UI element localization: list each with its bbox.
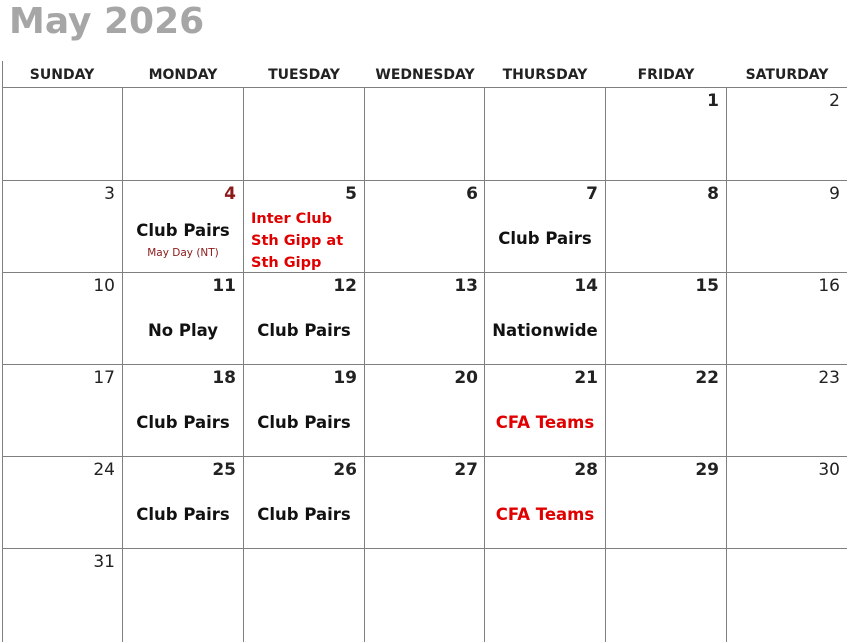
day-cell[interactable] (365, 273, 485, 365)
day-cell[interactable] (727, 273, 847, 365)
day-number: 6 (466, 184, 478, 204)
day-cell[interactable] (606, 181, 726, 273)
day-number: 7 (586, 184, 598, 204)
day-number: 16 (818, 276, 840, 296)
holiday-note: May Day (NT) (147, 247, 219, 259)
day-number: 1 (707, 91, 719, 111)
event-label: Club Pairs (136, 505, 230, 524)
day-number: 10 (93, 276, 115, 296)
day-cell[interactable] (2, 181, 122, 273)
event-label: No Play (147, 321, 219, 340)
day-number: 29 (695, 460, 719, 480)
day-cell[interactable] (727, 457, 847, 549)
day-number: 19 (333, 368, 357, 388)
day-cell[interactable] (123, 273, 243, 365)
calendar-grid (2, 61, 847, 642)
day-number: 22 (695, 368, 719, 388)
day-number: 27 (454, 460, 478, 480)
day-number: 31 (93, 552, 115, 572)
day-number: 5 (345, 184, 357, 204)
day-cell[interactable] (606, 273, 726, 365)
day-cell[interactable] (606, 365, 726, 457)
day-number: 14 (574, 276, 598, 296)
weekday-header-wednesday: WEDNESDAY (375, 67, 475, 83)
event-label: Club Pairs (257, 321, 351, 340)
event-label: Club Pairs (257, 505, 351, 524)
day-number: 30 (818, 460, 840, 480)
day-cell[interactable] (365, 457, 485, 549)
day-number: 15 (695, 276, 719, 296)
day-cell[interactable] (244, 457, 364, 549)
day-cell[interactable] (365, 365, 485, 457)
day-number: 8 (707, 184, 719, 204)
weekday-header-tuesday: TUESDAY (268, 67, 340, 83)
day-number: 25 (212, 460, 236, 480)
day-number: 26 (333, 460, 357, 480)
day-cell[interactable] (727, 88, 847, 180)
day-cell[interactable] (485, 273, 605, 365)
day-number: 18 (212, 368, 236, 388)
weekday-header-friday: FRIDAY (637, 67, 695, 83)
event-label: CFA Teams (495, 505, 595, 524)
day-number: 3 (104, 184, 115, 204)
day-cell[interactable] (727, 181, 847, 273)
day-cell[interactable] (606, 88, 726, 180)
day-cell[interactable] (365, 181, 485, 273)
event-label: Nationwide (492, 321, 598, 340)
day-number: 11 (212, 276, 236, 296)
day-number: 28 (574, 460, 598, 480)
day-cell[interactable] (123, 365, 243, 457)
event-label: Inter Club Sth Gipp at Sth Gipp (251, 211, 344, 271)
event-label: Club Pairs (257, 413, 351, 432)
day-cell[interactable] (727, 365, 847, 457)
event-label: Club Pairs (136, 413, 230, 432)
weekday-header-monday: MONDAY (148, 67, 218, 83)
day-cell[interactable] (123, 181, 243, 273)
day-cell[interactable] (244, 273, 364, 365)
day-number: 20 (454, 368, 478, 388)
day-cell[interactable] (485, 365, 605, 457)
day-number: 13 (454, 276, 478, 296)
weekday-header-saturday: SATURDAY (745, 67, 829, 83)
day-number: 21 (574, 368, 598, 388)
day-cell[interactable] (244, 365, 364, 457)
weekday-header-thursday: THURSDAY (502, 67, 588, 83)
day-cell[interactable] (485, 181, 605, 273)
day-number: 17 (93, 368, 115, 388)
day-cell[interactable] (2, 549, 122, 641)
event-label: CFA Teams (495, 413, 595, 432)
day-cell[interactable] (2, 365, 122, 457)
day-number: 9 (829, 184, 840, 204)
calendar-title: May 2026 (9, 1, 205, 42)
day-cell[interactable] (2, 273, 122, 365)
event-label: Club Pairs (498, 229, 592, 248)
day-cell[interactable] (244, 181, 364, 273)
day-number: 24 (93, 460, 115, 480)
day-cell[interactable] (606, 457, 726, 549)
weekday-header-sunday: SUNDAY (29, 67, 95, 83)
day-number: 2 (829, 91, 840, 111)
day-number: 23 (818, 368, 840, 388)
day-number: 12 (333, 276, 357, 296)
day-cell[interactable] (485, 457, 605, 549)
event-label: Club Pairs (136, 221, 230, 240)
day-cell[interactable] (2, 457, 122, 549)
day-number: 4 (224, 184, 236, 204)
day-cell[interactable] (123, 457, 243, 549)
